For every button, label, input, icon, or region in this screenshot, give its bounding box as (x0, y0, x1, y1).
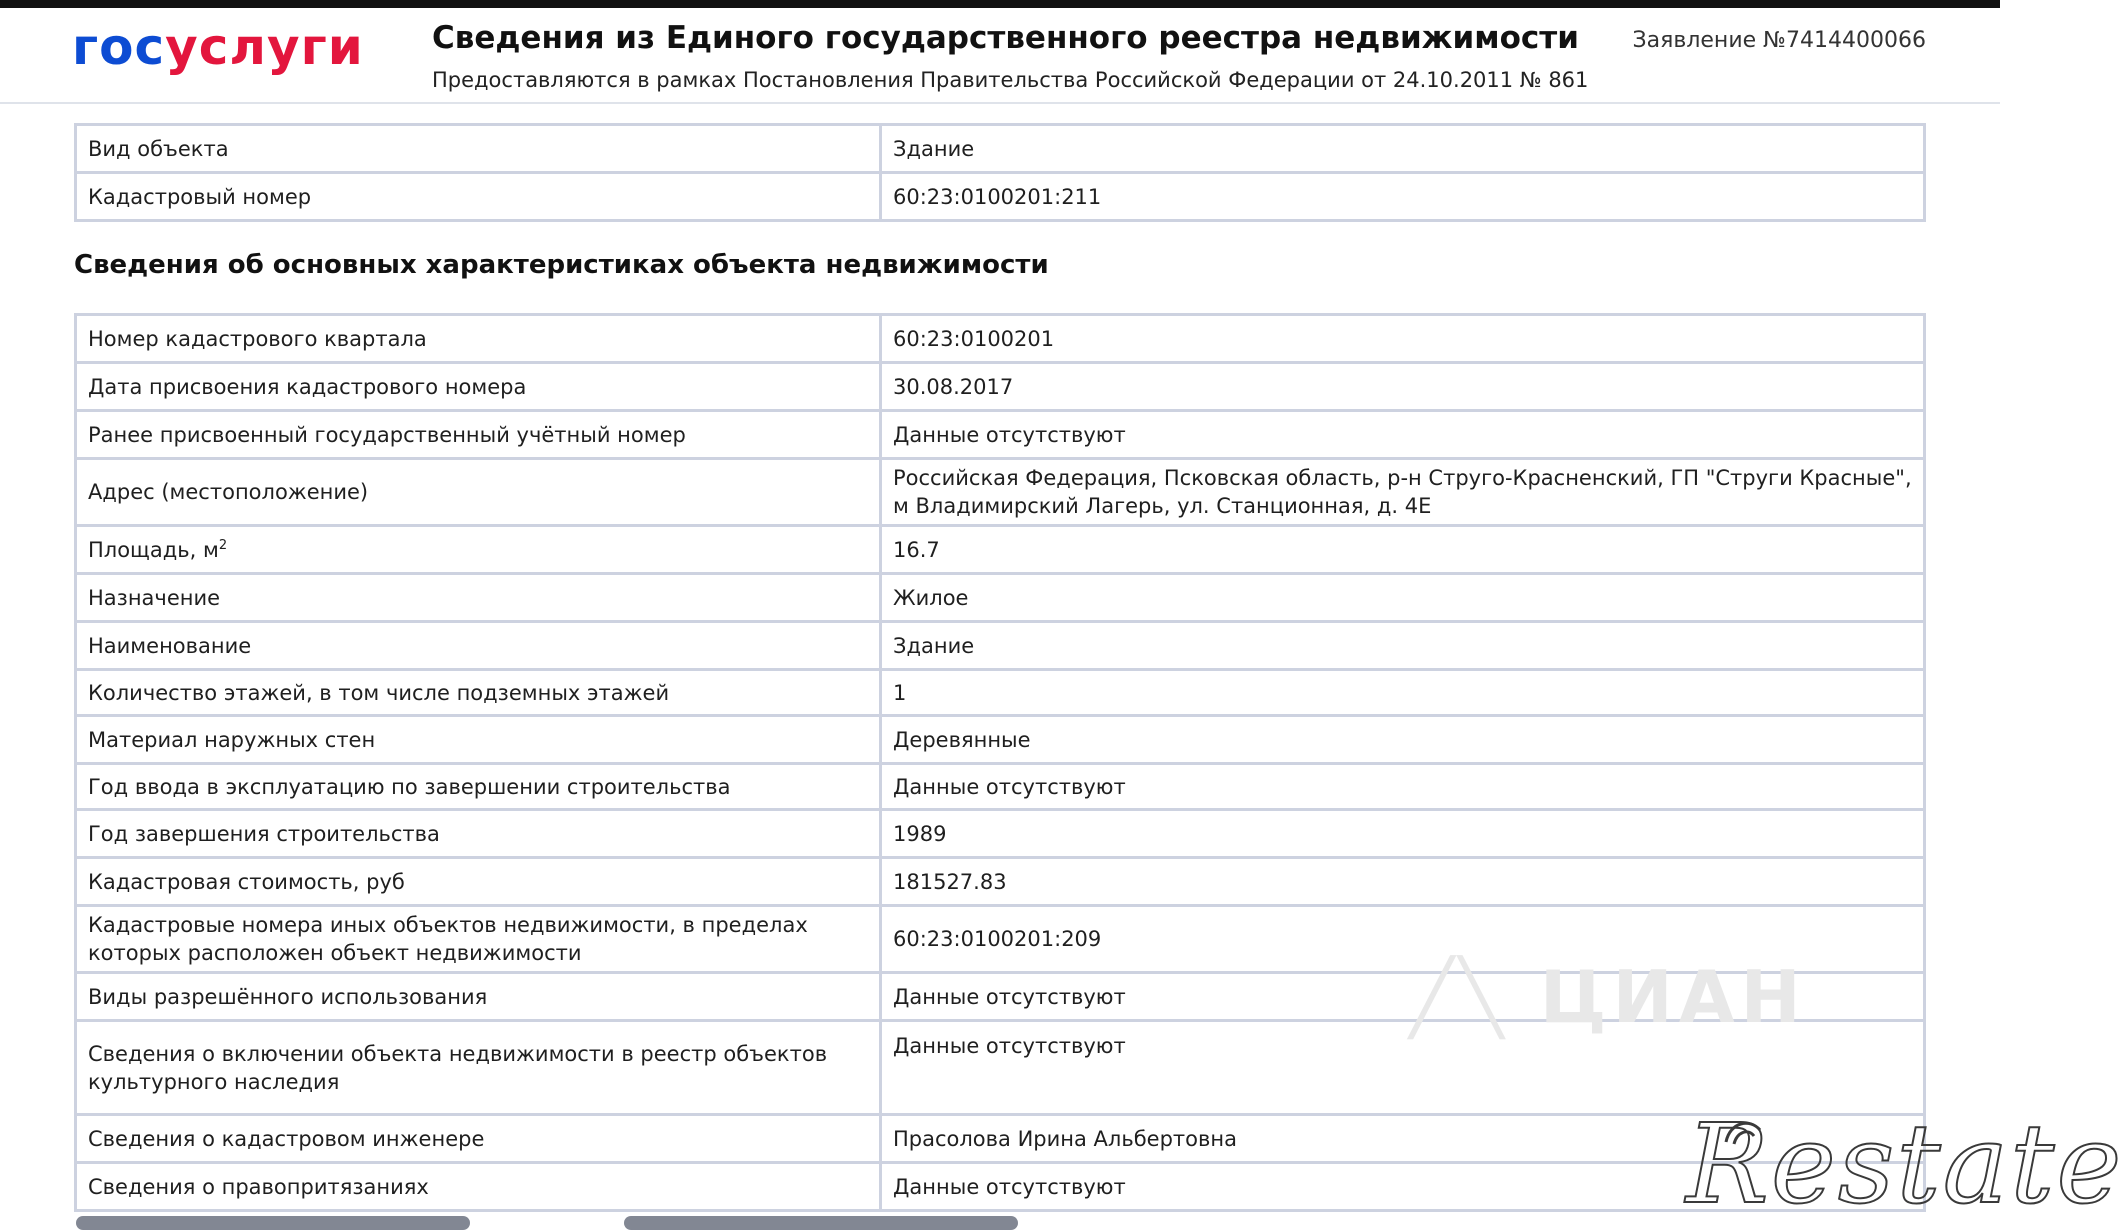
row-label: Год ввода в эксплуатацию по завершении строительства (76, 764, 881, 810)
row-label: Адрес (местоположение) (76, 459, 881, 526)
top-border (0, 0, 2000, 8)
page-header (0, 8, 2000, 104)
table-row (76, 411, 1925, 459)
application-number: Заявление №7414400066 (1632, 28, 1926, 53)
table-row (76, 716, 1925, 764)
logo-part-uslugi: услуги (165, 18, 364, 76)
object-info-table (74, 123, 1926, 222)
table-row (76, 173, 1925, 221)
table-row (76, 125, 1925, 173)
table-row (76, 810, 1925, 858)
row-label: Кадастровая стоимость, руб (76, 858, 881, 906)
table-row (76, 459, 1925, 526)
row-label: Наименование (76, 622, 881, 670)
table-row (76, 764, 1925, 810)
row-label: Ранее присвоенный государственный учётный номер (76, 411, 881, 459)
row-label: Кадастровые номера иных объектов недвижимости, в пределах которых расположен объект недвижимости (76, 906, 881, 973)
row-label: Вид объекта (76, 125, 881, 173)
bottom-button-left[interactable] (76, 1216, 470, 1230)
table-row (76, 315, 1925, 363)
table-row (76, 858, 1925, 906)
row-value: 60:23:0100201:209 (881, 906, 1925, 973)
row-value: Данные отсутствуют (881, 973, 1925, 1021)
row-value: 16.7 (881, 526, 1925, 574)
row-value: Прасолова Ирина Альбертовна (881, 1115, 1925, 1163)
row-label: Сведения о кадастровом инженере (76, 1115, 881, 1163)
table-row (76, 574, 1925, 622)
row-label: Кадастровый номер (76, 173, 881, 221)
row-value: Жилое (881, 574, 1925, 622)
row-label: Сведения о включении объекта недвижимости в реестр объектов культурного наследия (76, 1021, 881, 1115)
row-value: 30.08.2017 (881, 363, 1925, 411)
row-value: 1 (881, 670, 1925, 716)
row-label: Дата присвоения кадастрового номера (76, 363, 881, 411)
bottom-button-right[interactable] (624, 1216, 1018, 1230)
characteristics-table (74, 313, 1926, 1212)
row-label (76, 526, 881, 574)
row-label: Количество этажей, в том числе подземных этажей (76, 670, 881, 716)
row-value: Данные отсутствуют (881, 411, 1925, 459)
table-row (76, 622, 1925, 670)
row-value: Данные отсутствуют (881, 1163, 1925, 1211)
row-label: Назначение (76, 574, 881, 622)
page-title: Сведения из Единого государственного реестра недвижимости (432, 20, 1579, 56)
row-label: Номер кадастрового квартала (76, 315, 881, 363)
row-value: 60:23:0100201 (881, 315, 1925, 363)
row-value: Данные отсутствуют (881, 764, 1925, 810)
row-value: 1989 (881, 810, 1925, 858)
page-subtitle: Предоставляются в рамках Постановления Правительства Российской Федерации от 24.10.2011 № 861 (432, 68, 1589, 92)
table-row (76, 670, 1925, 716)
table-row (76, 1115, 1925, 1163)
row-label: Виды разрешённого использования (76, 973, 881, 1021)
row-value: 181527.83 (881, 858, 1925, 906)
table-row (76, 526, 1925, 574)
section-heading: Сведения об основных характеристиках объекта недвижимости (74, 250, 1049, 280)
row-label: Материал наружных стен (76, 716, 881, 764)
row-value: Деревянные (881, 716, 1925, 764)
row-label: Год завершения строительства (76, 810, 881, 858)
row-value: Данные отсутствуют (881, 1021, 1925, 1115)
table-row (76, 1163, 1925, 1211)
row-label: Сведения о правопритязаниях (76, 1163, 881, 1211)
gosuslugi-logo[interactable] (72, 18, 364, 76)
row-value: Российская Федерация, Псковская область, р-н Струго-Красненский, ГП "Струги Красные", м Владимирский Лагерь, ул. Станционная, д. 4Е (881, 459, 1925, 526)
area-unit-superscript: 2 (218, 537, 228, 553)
logo-part-gos: гос (72, 18, 166, 76)
area-label-text: Площадь, м (88, 537, 219, 562)
row-value: 60:23:0100201:211 (881, 173, 1925, 221)
restate-watermark: Restate (1686, 1100, 2123, 1228)
row-value: Здание (881, 622, 1925, 670)
background-watermark: ╱╲ ЦИАН (1410, 955, 1807, 1039)
table-row (76, 363, 1925, 411)
row-value: Здание (881, 125, 1925, 173)
